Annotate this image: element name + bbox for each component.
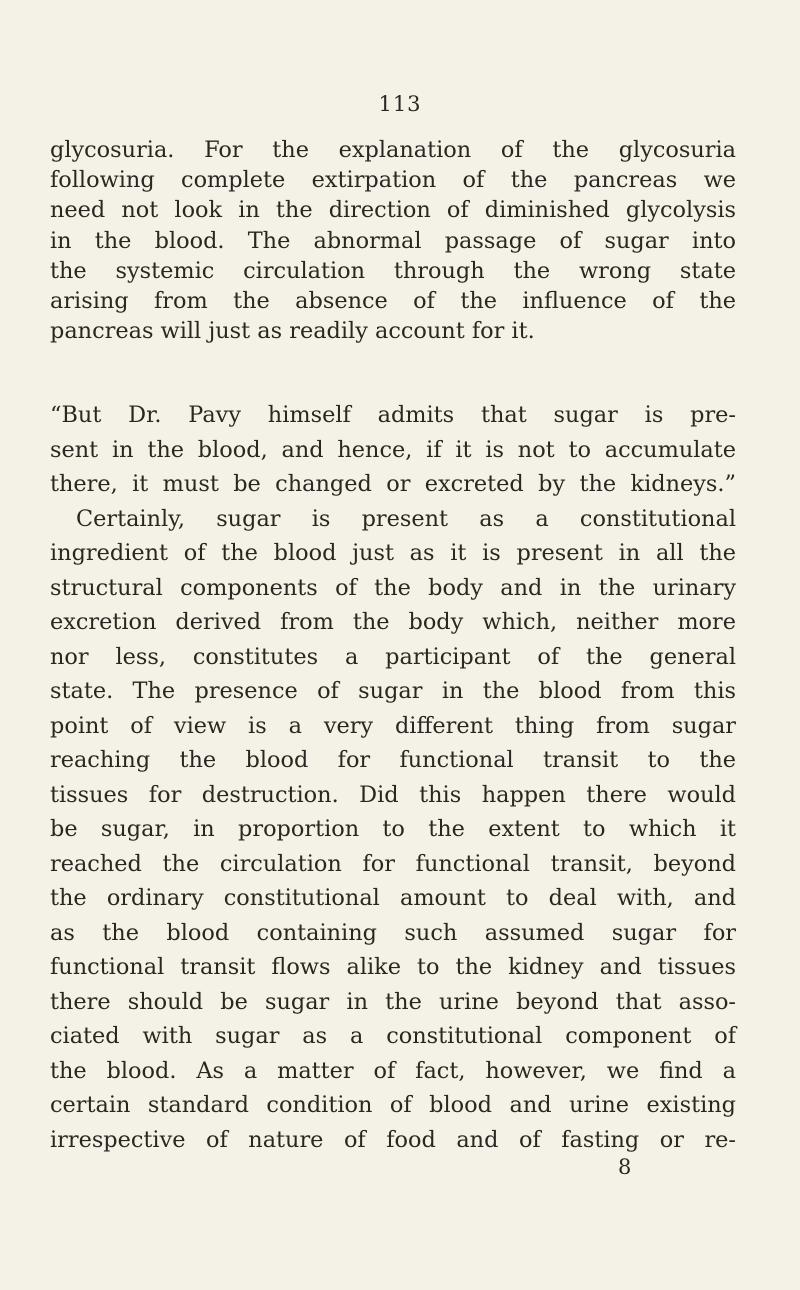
text-line: following complete extirpation of the pancreas we [50,167,736,194]
text-line: reached the circulation for functional transit, beyond [50,850,736,877]
text-line: certain standard condition of blood and urine existing [50,1092,736,1118]
signature-mark: 8 [618,1154,632,1179]
text-line: ingredient of the blood just as it is present in all the [50,540,736,566]
text-line: Certainly, sugar is present as a constitutional [76,505,736,532]
text-line: the ordinary constitutional amount to deal with, and [50,885,736,911]
text-line: “But Dr. Pavy himself admits that sugar is pre- [50,402,736,428]
text-line: there should be sugar in the urine beyond that asso- [50,988,736,1015]
text-line: excretion derived from the body which, neither more [50,609,736,635]
text-line: pancreas will just as readily account for it. [50,318,535,345]
text-line: ciated with sugar as a constitutional component of [50,1023,736,1049]
text-line: glycosuria. For the explanation of the glycosuria [50,137,736,163]
text-line: state. The presence of sugar in the blood from this [50,678,736,704]
text-line: nor less, constitutes a participant of the general [50,643,736,670]
text-line: sent in the blood, and hence, if it is not to accumulate [50,436,736,463]
text-line: in the blood. The abnormal passage of sugar into [50,227,736,254]
text-line: structural components of the body and in the urinary [50,574,736,601]
text-line: be sugar, in proportion to the extent to which it [50,816,736,842]
text-line: the systemic circulation through the wrong state [50,257,736,284]
page-number: 113 [378,92,422,116]
text-line: the blood. As a matter of fact, however, we find a [50,1057,736,1084]
text-line: arising from the absence of the influence of the [50,288,736,314]
text-line: tissues for destruction. Did this happen there would [50,781,736,808]
text-line: reaching the blood for functional transit to the [50,747,736,773]
text-line: as the blood containing such assumed sugar for [50,919,736,946]
text-line: need not look in the direction of diminished glycolysis [50,197,736,224]
text-line: point of view is a very different thing from sugar [50,712,736,739]
text-line: there, it must be changed or excreted by the kidneys.” [50,471,736,497]
text-line: functional transit flows alike to the kidney and tissues [50,954,736,980]
text-line: irrespective of nature of food and of fasting or re- [50,1126,736,1153]
